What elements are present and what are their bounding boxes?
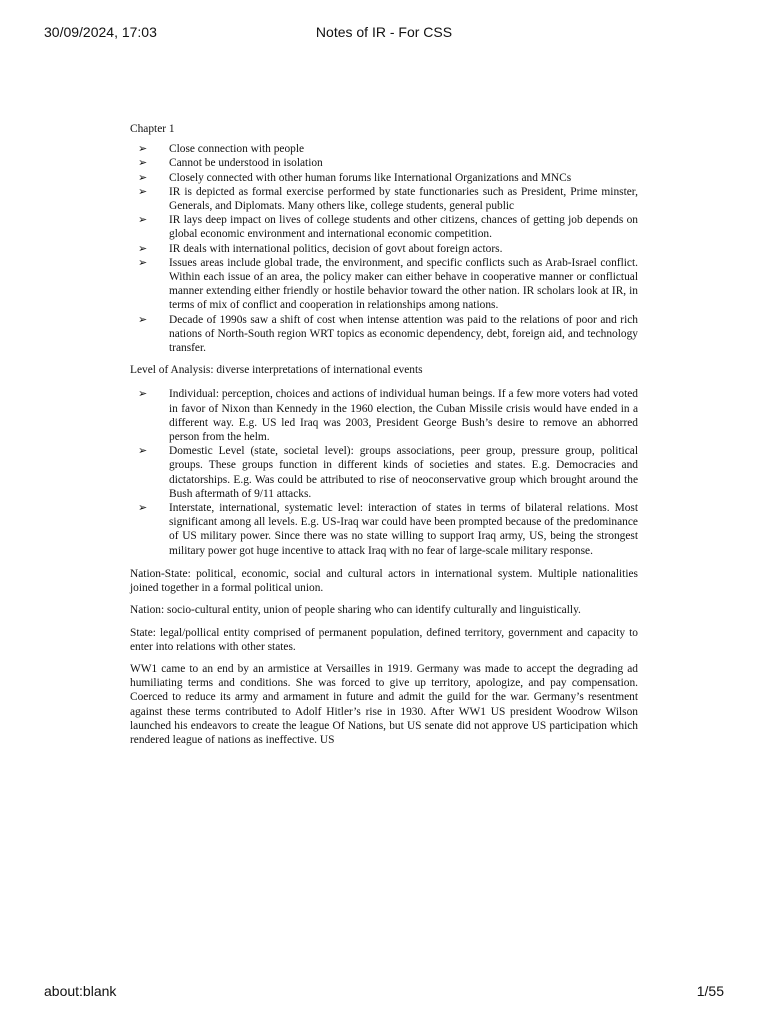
list-item-text: IR is depicted as formal exercise performed by state functionaries such as President, Prime minster, Generals, and Diplomats. Many others like, college students, general public [169, 185, 638, 213]
arrow-bullet-icon: ➢ [138, 184, 148, 198]
list-item [130, 501, 638, 558]
page-url: about:blank [44, 983, 117, 999]
arrow-bullet-icon: ➢ [138, 241, 148, 255]
list-item-text: Cannot be understood in isolation [169, 157, 323, 170]
print-footer [0, 983, 768, 1003]
list-item-text: Closely connected with other human forums like International Organizations and MNCs [169, 171, 572, 184]
list-item-text: Interstate, international, systematic level: interaction of states in terms of bilateral relations. Most significant among all levels. E.g. US-Iraq war could have been prompted because of the predominance of US military power. Since there was no state willing to support Iraq army, US, being the strongest military power got huge incentive to attack Iraq with no fear of large-scale military response. [169, 502, 638, 557]
document-title: Notes of IR - For CSS [315, 24, 453, 40]
list-item-text: Individual: perception, choices and actions of individual human beings. If a few more voters had voted in favor of Nixon than Kennedy in the 1960 election, the Cuban Missile crisis would have ended in a different way. E.g. US led Iraq was 2003, President George Bush’s desire to remove an abhorred person from the helm. [169, 388, 638, 444]
level-of-analysis-heading: Level of Analysis: diverse interpretations of international events [130, 364, 423, 377]
list-item-text: Close connection with people [169, 143, 305, 156]
arrow-bullet-icon: ➢ [138, 312, 148, 326]
list-item [130, 444, 638, 501]
list-item [130, 387, 638, 444]
list-item [130, 156, 638, 170]
arrow-bullet-icon: ➢ [138, 156, 148, 170]
list-item [130, 171, 638, 185]
state-paragraph: State: legal/pollical entity comprised of permanent population, defined territory, government and capacity to enter into relations with other states. [130, 626, 638, 653]
list-item [130, 213, 638, 241]
list-item-text: Decade of 1990s saw a shift of cost when intense attention was paid to the relations of poor and rich nations of North-South region WRT topics as economic dependency, debt, foreign aid, and technology transfer. [169, 313, 638, 355]
list-item [130, 256, 638, 313]
print-datetime: 30/09/2024, 17:03 [44, 24, 157, 40]
list-item [130, 185, 638, 213]
ww1-paragraph: WW1 came to an end by an armistice at Versailles in 1919. Germany was made to accept the degrading ad humiliating terms and conditions. She was forced to give up territory, apologize, and pay compensation. Coerced to reduce its army and armament in future and admit the guild for the war. Germany’s resentment against these terms contributed to Adolf Hitler’s rise in 1930. After WW1 US president Woodrow Wilson launched his endeavors to create the league Of Nations, but US senate did not approve US participation which rendered league of nations as ineffective. US [130, 662, 638, 746]
arrow-bullet-icon: ➢ [138, 444, 148, 458]
list-item-text: IR lays deep impact on lives of college students and other citizens, chances of getting job depends on global economic environment and international economic competition. [169, 214, 638, 241]
list-item-text: Domestic Level (state, societal level): groups associations, peer group, pressure group, political groups. These groups function in different kinds of societies and states. E.g. Democracies and dictatorships. E.g. Was could be attributed to rise of neoconservative group which brought around the Bush aftermath of 9/11 attacks. [169, 445, 638, 500]
bullet-list-intro [130, 142, 638, 355]
bullet-list-levels [130, 387, 638, 557]
arrow-bullet-icon: ➢ [138, 501, 148, 515]
document-body [130, 122, 638, 755]
arrow-bullet-icon: ➢ [138, 255, 148, 269]
print-header [0, 24, 768, 44]
arrow-bullet-icon: ➢ [138, 213, 148, 227]
chapter-heading: Chapter 1 [130, 123, 175, 135]
list-item [130, 313, 638, 356]
arrow-bullet-icon: ➢ [138, 170, 148, 184]
list-item [130, 142, 638, 156]
list-item-text: Issues areas include global trade, the environment, and specific conflicts such as Arab-Israel conflict. Within each issue of an area, the policy maker can either behave in cooperative manner or conflictual manner extending either friendly or hostile behavior toward the other nation. IR scholars look at IR, in terms of mix of conflict and cooperation in relationships among nations. [169, 256, 638, 312]
nation-state-paragraph: Nation-State: political, economic, social and cultural actors in international system. Multiple nationalities joined together in a formal political union. [130, 567, 638, 595]
list-item [130, 242, 638, 256]
list-item-text: IR deals with international politics, decision of govt about foreign actors. [169, 242, 503, 255]
page-number: 1/55 [696, 983, 724, 999]
arrow-bullet-icon: ➢ [138, 387, 148, 401]
nation-paragraph: Nation: socio-cultural entity, union of people sharing who can identify culturally and linguistically. [130, 604, 581, 617]
arrow-bullet-icon: ➢ [138, 142, 148, 156]
